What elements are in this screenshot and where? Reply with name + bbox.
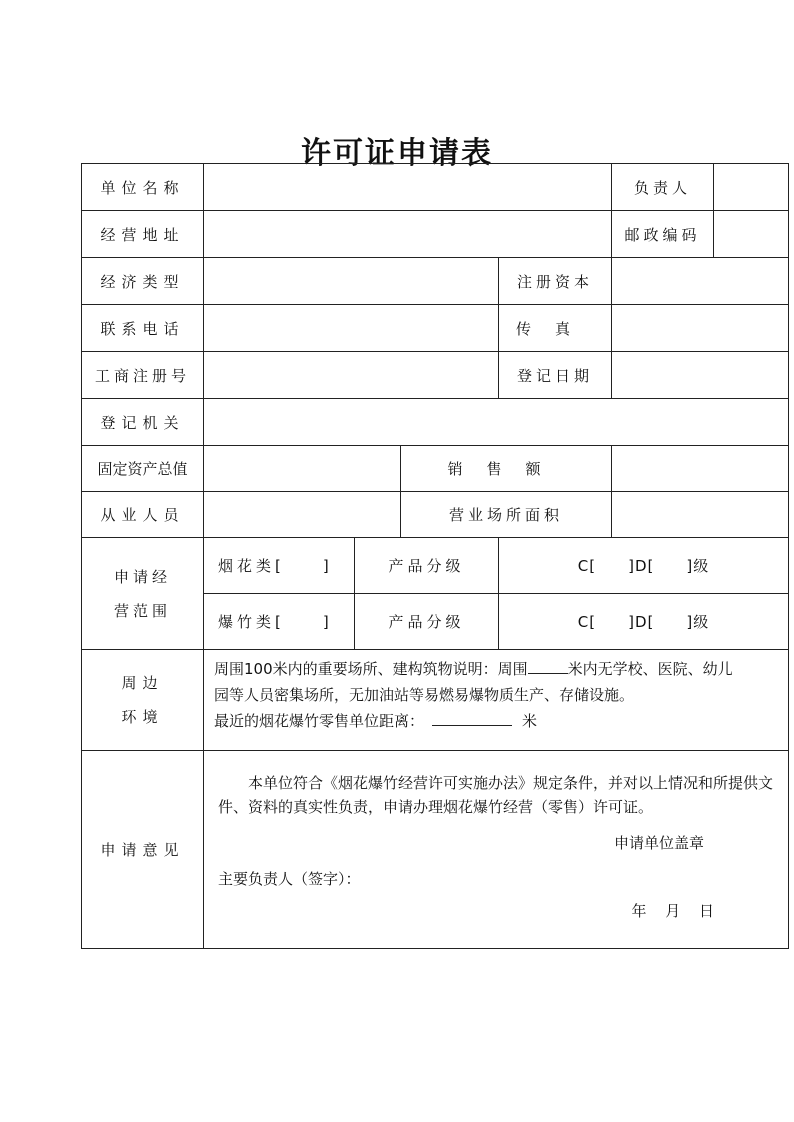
firecrackers-option[interactable]: 爆竹类[ ] — [204, 594, 355, 650]
env-line3-start: 最近的烟花爆竹零售单位距离： — [214, 712, 425, 730]
phone-field[interactable] — [204, 305, 499, 352]
label-business-reg-no: 工商注册号 — [82, 352, 204, 399]
label-environment-line2: 环境 — [121, 708, 164, 726]
label-environment — [82, 650, 204, 751]
env-radius-blank[interactable] — [528, 659, 568, 674]
label-employees: 从业人员 — [82, 492, 204, 538]
env-line1-start: 周围100米内的重要场所、建构筑物说明：周围 — [214, 660, 528, 678]
reg-date-field[interactable] — [612, 352, 789, 399]
reg-authority-field[interactable] — [204, 399, 789, 446]
firecrackers-grade-field[interactable]: C[ ]D[ ]级 — [499, 594, 789, 650]
applicant-seal-label: 申请单位盖章 — [613, 834, 704, 852]
label-reg-date: 登记日期 — [499, 352, 612, 399]
label-unit-name: 单位名称 — [82, 164, 204, 211]
label-business-scope-line1: 申请经 — [113, 567, 171, 586]
fixed-assets-field[interactable] — [204, 446, 401, 492]
reg-capital-field[interactable] — [612, 258, 789, 305]
label-fixed-assets: 固定资产总值 — [82, 446, 204, 492]
postcode-field[interactable] — [714, 211, 789, 258]
environment-description — [204, 650, 789, 751]
label-business-area: 营业场所面积 — [401, 492, 612, 538]
label-sales: 销售额 — [401, 446, 612, 492]
person-in-charge-field[interactable] — [714, 164, 789, 211]
employees-field[interactable] — [204, 492, 401, 538]
fireworks-grade-field[interactable]: C[ ]D[ ]级 — [499, 538, 789, 594]
fireworks-option[interactable]: 烟花类[ ] — [204, 538, 355, 594]
label-firecrackers-grade: 产品分级 — [355, 594, 499, 650]
declaration-section — [204, 751, 789, 949]
econ-type-field[interactable] — [204, 258, 499, 305]
label-econ-type: 经济类型 — [82, 258, 204, 305]
business-area-field[interactable] — [612, 492, 789, 538]
env-line1-end: 米内无学校、医院、幼儿 — [567, 660, 733, 678]
signature-label[interactable]: 主要负责人（签字）： — [218, 870, 361, 888]
label-person-in-charge: 负责人 — [612, 164, 714, 211]
unit-name-field[interactable] — [204, 164, 612, 211]
label-declaration: 申请意见 — [82, 751, 204, 949]
label-reg-authority: 登记机关 — [82, 399, 204, 446]
business-reg-no-field[interactable] — [204, 352, 499, 399]
label-fax: 传真 — [499, 305, 612, 352]
fax-field[interactable] — [612, 305, 789, 352]
label-business-scope-line2: 营范围 — [113, 601, 171, 620]
label-business-scope — [82, 538, 204, 650]
env-line3-end: 米 — [522, 712, 538, 730]
form-title: 许可证申请表 — [301, 136, 493, 171]
sales-field[interactable] — [612, 446, 789, 492]
application-form — [81, 163, 789, 949]
env-line2: 园等人员密集场所，无加油站等易燃易爆物质生产、存储设施。 — [214, 686, 635, 704]
label-environment-line1: 周边 — [121, 674, 164, 692]
declaration-paragraph: 本单位符合《烟花爆竹经营许可实施办法》规定条件，并对以上情况和所提供文件、资料的真实性负责，申请办理烟花爆竹经营（零售）许可证。 — [218, 774, 774, 816]
address-field[interactable] — [204, 211, 612, 258]
label-reg-capital: 注册资本 — [499, 258, 612, 305]
date-label[interactable]: 年 月 日 — [631, 902, 714, 920]
label-address: 经营地址 — [82, 211, 204, 258]
label-postcode: 邮政编码 — [612, 211, 714, 258]
label-phone: 联系电话 — [82, 305, 204, 352]
label-fireworks-grade: 产品分级 — [355, 538, 499, 594]
env-distance-blank[interactable] — [432, 711, 512, 726]
